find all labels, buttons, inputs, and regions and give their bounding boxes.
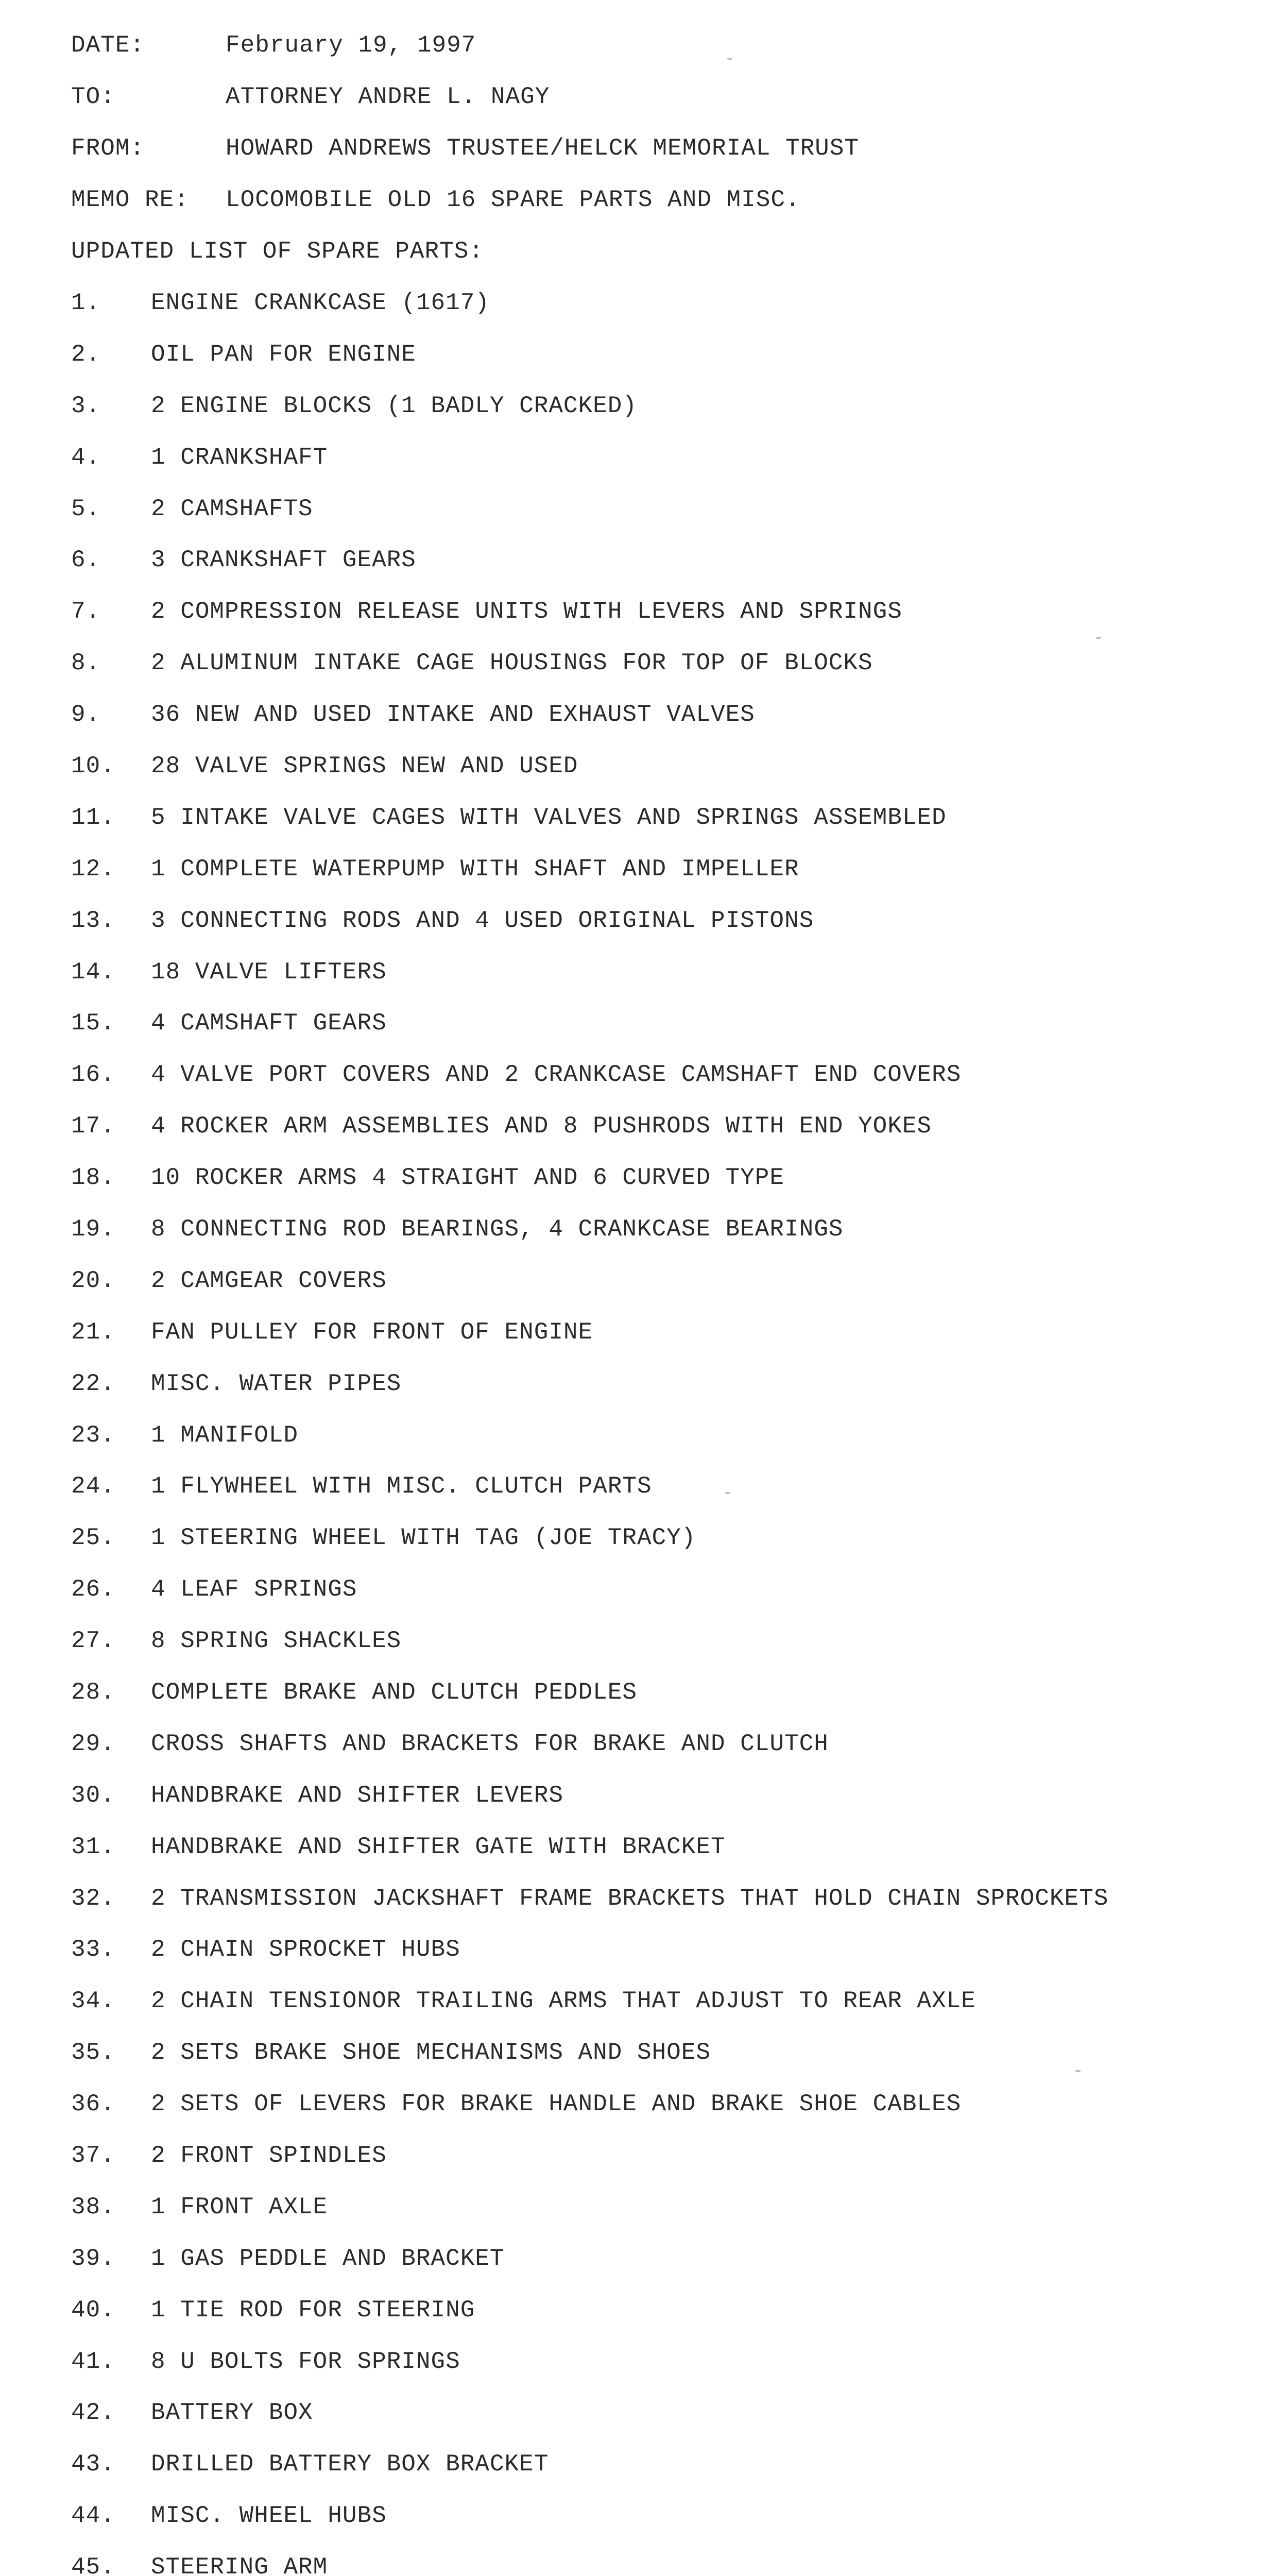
memo-re-value: LOCOMOBILE OLD 16 SPARE PARTS AND MISC.: [226, 187, 800, 213]
part-description: 8 U BOLTS FOR SPRINGS: [151, 2348, 460, 2375]
part-item: [71, 277, 1235, 329]
part-description: 2 CHAIN TENSIONOR TRAILING ARMS THAT ADJUST TO REAR AXLE: [151, 1988, 976, 2015]
part-description: 1 CRANKSHAFT: [151, 444, 328, 471]
part-item: [71, 2387, 1235, 2439]
part-description: 2 CAMSHAFTS: [151, 495, 313, 522]
part-number: 37.: [71, 2142, 115, 2169]
date-label: DATE:: [71, 32, 145, 59]
part-description: 4 VALVE PORT COVERS AND 2 CRANKCASE CAMSHAFT END COVERS: [151, 1061, 962, 1089]
part-item: [71, 1873, 1235, 1924]
part-item: [71, 586, 1235, 637]
part-item: [71, 895, 1235, 946]
from-row: [71, 123, 1204, 174]
memo-re-label: MEMO RE:: [71, 187, 189, 213]
part-number: 6.: [71, 547, 101, 574]
part-number: 3.: [71, 392, 101, 419]
scan-speck: [727, 58, 732, 60]
part-number: 13.: [71, 907, 115, 934]
part-description: 2 CHAIN SPROCKET HUBS: [151, 1936, 460, 1963]
part-number: 2.: [71, 341, 101, 368]
spare-parts-list: [71, 277, 1235, 2576]
part-number: 35.: [71, 2039, 115, 2066]
part-item: [71, 1975, 1235, 2027]
part-description: 2 SETS BRAKE SHOE MECHANISMS AND SHOES: [151, 2039, 711, 2066]
scan-speck: [725, 1492, 730, 1494]
part-number: 26.: [71, 1576, 115, 1603]
part-description: 1 GAS PEDDLE AND BRACKET: [151, 2245, 505, 2272]
part-description: HANDBRAKE AND SHIFTER GATE WITH BRACKET: [151, 1833, 726, 1860]
part-item: [71, 2027, 1235, 2078]
part-number: 4.: [71, 444, 101, 471]
part-number: 24.: [71, 1473, 115, 1500]
part-description: 2 SETS OF LEVERS FOR BRAKE HANDLE AND BRAKE SHOE CABLES: [151, 2091, 962, 2118]
part-number: 9.: [71, 701, 101, 728]
part-description: 4 LEAF SPRINGS: [151, 1576, 357, 1603]
date-row: [71, 20, 1204, 71]
part-item: [71, 2130, 1235, 2181]
memo-header: [71, 20, 1204, 226]
memo-re-row: [71, 174, 1204, 226]
part-number: 1.: [71, 289, 101, 316]
part-number: 30.: [71, 1782, 115, 1809]
part-number: 28.: [71, 1679, 115, 1706]
part-item: [71, 843, 1235, 895]
part-description: 4 ROCKER ARM ASSEMBLIES AND 8 PUSHRODS WITH END YOKES: [151, 1113, 932, 1140]
to-value: ATTORNEY ANDRE L. NAGY: [226, 83, 550, 110]
part-item: [71, 689, 1235, 740]
part-item: [71, 2078, 1235, 2130]
part-item: [71, 2336, 1235, 2387]
part-item: [71, 637, 1235, 689]
part-number: 8.: [71, 650, 101, 677]
part-number: 21.: [71, 1318, 115, 1346]
part-number: 41.: [71, 2348, 115, 2375]
part-description: 8 CONNECTING ROD BEARINGS, 4 CRANKCASE BEARINGS: [151, 1215, 844, 1243]
part-number: 12.: [71, 855, 115, 883]
part-item: [71, 329, 1235, 380]
part-description: 3 CONNECTING RODS AND 4 USED ORIGINAL PISTONS: [151, 907, 814, 934]
part-description: FAN PULLEY FOR FRONT OF ENGINE: [151, 1318, 593, 1346]
part-description: DRILLED BATTERY BOX BRACKET: [151, 2451, 549, 2478]
part-number: 40.: [71, 2296, 115, 2324]
part-description: 1 FLYWHEEL WITH MISC. CLUTCH PARTS: [151, 1473, 652, 1500]
part-description: STEERING ARM: [151, 2554, 328, 2576]
part-number: 43.: [71, 2451, 115, 2478]
from-value: HOWARD ANDREWS TRUSTEE/HELCK MEMORIAL TRUST: [226, 135, 859, 162]
part-description: 1 STEERING WHEEL WITH TAG (JOE TRACY): [151, 1524, 696, 1552]
part-description: 8 SPRING SHACKLES: [151, 1628, 402, 1655]
part-item: [71, 483, 1235, 535]
part-description: 28 VALVE SPRINGS NEW AND USED: [151, 752, 578, 779]
part-number: 5.: [71, 495, 101, 522]
part-number: 44.: [71, 2502, 115, 2530]
part-number: 10.: [71, 752, 115, 779]
part-item: [71, 1718, 1235, 1770]
part-description: 2 ENGINE BLOCKS (1 BADLY CRACKED): [151, 392, 637, 419]
part-item: [71, 1100, 1235, 1152]
part-description: CROSS SHAFTS AND BRACKETS FOR BRAKE AND CLUTCH: [151, 1730, 829, 1757]
part-number: 11.: [71, 804, 115, 831]
part-item: [71, 432, 1235, 483]
part-description: 3 CRANKSHAFT GEARS: [151, 547, 416, 574]
list-title: UPDATED LIST OF SPARE PARTS:: [71, 238, 484, 265]
part-item: [71, 1564, 1235, 1615]
part-number: 38.: [71, 2193, 115, 2221]
part-number: 20.: [71, 1267, 115, 1294]
part-item: [71, 2233, 1235, 2284]
part-number: 36.: [71, 2091, 115, 2118]
part-number: 39.: [71, 2245, 115, 2272]
part-item: [71, 792, 1235, 843]
part-item: [71, 1512, 1235, 1564]
part-description: MISC. WATER PIPES: [151, 1370, 402, 1397]
part-item: [71, 380, 1235, 432]
part-number: 42.: [71, 2399, 115, 2427]
part-number: 14.: [71, 958, 115, 986]
part-number: 7.: [71, 598, 101, 625]
part-description: 36 NEW AND USED INTAKE AND EXHAUST VALVES: [151, 701, 755, 728]
part-number: 17.: [71, 1113, 115, 1140]
part-item: [71, 2438, 1235, 2490]
part-number: 29.: [71, 1730, 115, 1757]
part-item: [71, 1152, 1235, 1204]
part-description: 2 FRONT SPINDLES: [151, 2142, 387, 2169]
part-description: 2 ALUMINUM INTAKE CAGE HOUSINGS FOR TOP OF BLOCKS: [151, 650, 873, 677]
part-item: [71, 1204, 1235, 1255]
part-number: 32.: [71, 1885, 115, 1912]
part-description: HANDBRAKE AND SHIFTER LEVERS: [151, 1782, 563, 1809]
part-item: [71, 1049, 1235, 1100]
part-item: [71, 2181, 1235, 2233]
part-item: [71, 1255, 1235, 1307]
part-item: [71, 2541, 1235, 2576]
part-item: [71, 1461, 1235, 1512]
part-number: 34.: [71, 1988, 115, 2015]
scan-speck: [1096, 637, 1101, 639]
part-description: 10 ROCKER ARMS 4 STRAIGHT AND 6 CURVED TYPE: [151, 1164, 784, 1192]
part-number: 22.: [71, 1370, 115, 1397]
part-description: 1 MANIFOLD: [151, 1421, 299, 1449]
part-item: [71, 1410, 1235, 1461]
part-number: 25.: [71, 1524, 115, 1552]
part-description: 1 TIE ROD FOR STEERING: [151, 2296, 475, 2324]
part-number: 45.: [71, 2554, 115, 2576]
part-item: [71, 1770, 1235, 1821]
to-row: [71, 71, 1204, 123]
part-description: 4 CAMSHAFT GEARS: [151, 1010, 387, 1037]
part-item: [71, 2284, 1235, 2336]
part-number: 18.: [71, 1164, 115, 1192]
part-description: 1 FRONT AXLE: [151, 2193, 328, 2221]
to-label: TO:: [71, 83, 115, 110]
part-number: 31.: [71, 1833, 115, 1860]
part-number: 19.: [71, 1215, 115, 1243]
part-item: [71, 1307, 1235, 1358]
part-description: COMPLETE BRAKE AND CLUTCH PEDDLES: [151, 1679, 637, 1706]
part-number: 16.: [71, 1061, 115, 1089]
part-item: [71, 740, 1235, 792]
part-description: BATTERY BOX: [151, 2399, 313, 2427]
part-item: [71, 997, 1235, 1049]
from-label: FROM:: [71, 135, 145, 162]
part-description: 1 COMPLETE WATERPUMP WITH SHAFT AND IMPELLER: [151, 855, 799, 883]
part-number: 15.: [71, 1010, 115, 1037]
part-number: 27.: [71, 1628, 115, 1655]
part-description: OIL PAN FOR ENGINE: [151, 341, 416, 368]
part-item: [71, 1615, 1235, 1667]
part-item: [71, 1358, 1235, 1410]
part-description: 5 INTAKE VALVE CAGES WITH VALVES AND SPRINGS ASSEMBLED: [151, 804, 947, 831]
part-item: [71, 534, 1235, 586]
date-value: February 19, 1997: [226, 32, 476, 59]
scan-speck: [1075, 2070, 1081, 2072]
part-item: [71, 946, 1235, 998]
part-item: [71, 1924, 1235, 1976]
part-item: [71, 1667, 1235, 1718]
part-description: ENGINE CRANKCASE (1617): [151, 289, 490, 316]
part-description: 2 TRANSMISSION JACKSHAFT FRAME BRACKETS THAT HOLD CHAIN SPROCKETS: [151, 1885, 1109, 1912]
part-description: MISC. WHEEL HUBS: [151, 2502, 387, 2530]
part-item: [71, 1821, 1235, 1873]
part-item: [71, 2490, 1235, 2541]
part-description: 2 CAMGEAR COVERS: [151, 1267, 387, 1294]
part-description: 2 COMPRESSION RELEASE UNITS WITH LEVERS AND SPRINGS: [151, 598, 902, 625]
part-description: 18 VALVE LIFTERS: [151, 958, 387, 986]
part-number: 23.: [71, 1421, 115, 1449]
part-number: 33.: [71, 1936, 115, 1963]
